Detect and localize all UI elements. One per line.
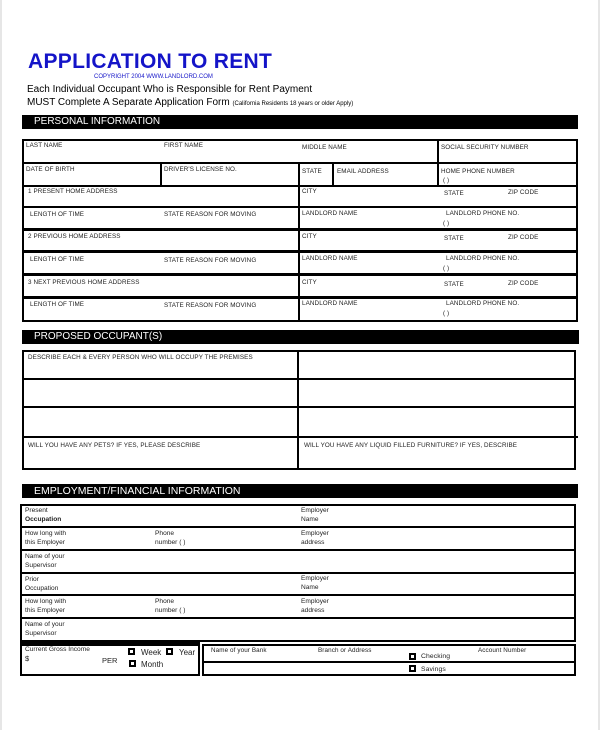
howlong-2-label-line2: this Employer [25,607,65,614]
dollar-sign: $ [25,654,30,663]
length-reason-1-field[interactable] [24,219,296,228]
supervisor-2-label [25,620,65,638]
home-phone-field[interactable] [440,176,574,185]
landlord-1-label: LANDLORD NAME [302,210,358,217]
address-2-label: 2 PREVIOUS HOME ADDRESS [28,233,121,240]
state-2-label: STATE [444,235,464,242]
landlord-phone-1-parens: ( ) [443,220,450,227]
length-3-label: LENGTH OF TIME [30,301,85,308]
middle-name-field[interactable] [300,152,434,162]
employer-address-1-label-line2: address [301,539,325,546]
landlord-2-label: LANDLORD NAME [302,255,358,262]
employer-address-2-label-line2: address [301,607,325,614]
section-personal-information: PERSONAL INFORMATION [22,115,578,129]
city-state-zip-3-field[interactable] [300,287,574,296]
furniture-field[interactable] [299,451,574,468]
zip-2-label: ZIP CODE [508,234,539,241]
landlord-phone-2-label: LANDLORD PHONE NO. [446,255,520,262]
employer-phone-1-label [155,529,185,547]
employer-address-1-label [301,529,329,547]
employer-phone-2-field[interactable] [210,597,295,615]
landlord-phone-3-parens: ( ) [443,310,450,317]
supervisor-1-label-line2: Supervisor [25,562,57,569]
bank-name-label: Name of your Bank [211,647,267,654]
divider [160,162,162,187]
employer-phone-2-label [155,597,185,615]
occupant-2-field[interactable] [299,352,574,377]
savings-checkbox[interactable] [409,665,416,672]
supervisor-1-label-line1: Name of your [25,553,65,560]
divider [22,436,578,438]
city-2-label: CITY [302,233,317,240]
occupant-3-field[interactable] [24,380,296,405]
occupant-6-field[interactable] [299,408,574,435]
present-occupation-label [25,506,61,524]
address-1-label: 1 PRESENT HOME ADDRESS [28,188,118,195]
address-3-label: 3 NEXT PREVIOUS HOME ADDRESS [28,279,140,286]
email-field[interactable] [335,176,435,185]
supervisor-2-field[interactable] [72,620,295,638]
city-3-label: CITY [302,279,317,286]
employer-name-1-label-line2: Name [301,516,319,523]
zip-3-label: ZIP CODE [508,280,539,287]
ssn-label: SOCIAL SECURITY NUMBER [441,144,529,151]
divider [332,162,334,187]
middle-name-label: MIDDLE NAME [302,144,347,151]
divider [20,526,576,528]
prior-occupation-field[interactable] [72,575,295,593]
employer-name-2-label-line2: Name [301,584,319,591]
reason-1-label: STATE REASON FOR MOVING [164,211,257,218]
page-title: APPLICATION TO RENT [28,50,273,73]
divider [20,549,576,551]
home-phone-label: HOME PHONE NUMBER [441,168,515,175]
zip-1-label: ZIP CODE [508,189,539,196]
divider [437,139,439,164]
drivers-license-field[interactable] [163,174,297,185]
home-phone-parens: ( ) [443,177,450,184]
employer-address-2-line2-field[interactable] [300,620,572,638]
divider [437,162,439,187]
first-name-label: FIRST NAME [164,142,204,149]
week-checkbox[interactable] [128,648,135,655]
divider [20,594,576,596]
state-3-label: STATE [444,281,464,288]
landlord-phone-1-label: LANDLORD PHONE NO. [446,210,520,217]
gross-income-field[interactable] [32,655,100,671]
week-label: Week [141,648,162,657]
reason-2-label: STATE REASON FOR MOVING [164,257,257,264]
landlord-2-field[interactable] [300,263,574,273]
supervisor-1-label [25,552,65,570]
howlong-2-field[interactable] [72,597,152,615]
employer-phone-2-label-line1: Phone [155,598,175,605]
howlong-1-label [25,529,66,547]
year-checkbox[interactable] [166,648,173,655]
occupant-1-field[interactable] [24,363,296,377]
supervisor-2-label-line1: Name of your [25,621,65,628]
employer-phone-1-field[interactable] [210,529,295,547]
state-1-label: STATE [444,190,464,197]
employer-address-2-label-line1: Employer [301,598,329,605]
last-name-label: LAST NAME [26,142,63,149]
address-1-field[interactable] [24,196,296,206]
account-number-field[interactable] [440,663,574,674]
section-employment-financial: EMPLOYMENT/FINANCIAL INFORMATION [22,484,578,498]
prior-occupation-label-line2: Occupation [25,585,59,592]
month-label: Month [141,660,164,669]
landlord-1-field[interactable] [300,218,574,228]
ssn-field[interactable] [440,152,574,162]
savings-label: Savings [421,666,446,673]
account-number-label: Account Number [478,647,527,654]
present-occupation-label-line2: Occupation [25,516,62,523]
pets-label: WILL YOU HAVE ANY PETS? IF YES, PLEASE DESCRIBE [28,442,201,449]
howlong-2-label [25,597,66,615]
divider [20,572,576,574]
section-proposed-occupants: PROPOSED OCCUPANT(S) [22,330,579,344]
employer-phone-2-label-line2: number ( ) [155,607,186,614]
page-edge-left [0,0,2,730]
drivers-license-label: DRIVER'S LICENSE NO. [164,166,237,173]
supervisor-2-label-line2: Supervisor [25,630,57,637]
branch-label: Branch or Address [318,647,372,654]
per-label: PER [102,656,118,665]
landlord-3-field[interactable] [300,308,574,319]
howlong-1-label-line2: this Employer [25,539,65,546]
present-occupation-field[interactable] [70,507,295,525]
address-2-field[interactable] [24,241,296,250]
landlord-phone-3-label: LANDLORD PHONE NO. [446,300,520,307]
state-label: STATE [302,168,322,175]
employer-address-2-field[interactable] [332,597,572,615]
copyright-text: COPYRIGHT 2004 WWW.LANDLORD.COM [94,74,213,80]
employer-address-1-field[interactable] [332,529,572,547]
supervisor-1-field[interactable] [72,552,295,570]
state-field[interactable] [300,176,331,185]
landlord-phone-2-parens: ( ) [443,265,450,272]
reason-3-label: STATE REASON FOR MOVING [164,302,257,309]
employer-name-1-label-line1: Employer [301,507,329,514]
intro-note: (California Residents 18 years or older Apply) [232,101,354,107]
occupant-4-field[interactable] [299,380,574,405]
landlord-3-label: LANDLORD NAME [302,300,358,307]
dob-field[interactable] [24,174,158,185]
employer-name-2-label [301,574,329,592]
last-name-field[interactable] [24,150,160,162]
length-2-label: LENGTH OF TIME [30,256,85,263]
city-state-zip-2-field[interactable] [300,241,574,250]
pets-field[interactable] [24,451,296,468]
prior-occupation-label-line1: Prior [25,576,39,583]
city-state-zip-1-field[interactable] [300,196,574,206]
howlong-1-field[interactable] [72,529,152,547]
employer-name-2-field[interactable] [332,575,572,593]
describe-occupants-label: DESCRIBE EACH & EVERY PERSON WHO WILL OCCUPY THE PREMISES [28,354,253,361]
year-label: Year [179,648,196,657]
city-1-label: CITY [302,188,317,195]
furniture-label: WILL YOU HAVE ANY LIQUID FILLED FURNITURE? IF YES, DESCRIBE [304,442,518,449]
first-name-field[interactable] [162,150,296,162]
address-3-field[interactable] [24,287,296,296]
employer-address-1-label-line1: Employer [301,530,329,537]
employer-address-1-line2-field[interactable] [300,552,572,570]
employer-phone-1-label-line1: Phone [155,530,175,537]
length-reason-2-field[interactable] [24,264,296,273]
intro-line-2-text: MUST Complete A Separate Application Form [27,97,230,108]
employer-phone-1-label-line2: number ( ) [155,539,186,546]
checking-checkbox[interactable] [409,653,416,660]
length-1-label: LENGTH OF TIME [30,211,85,218]
email-label: EMAIL ADDRESS [337,168,389,175]
prior-occupation-label [25,575,58,593]
employer-address-2-label [301,597,329,615]
howlong-2-label-line1: How long with [25,598,67,605]
gross-income-label: Current Gross Income [25,646,90,653]
present-occupation-label-line1: Present [25,507,48,514]
month-checkbox[interactable] [129,660,136,667]
checking-label: Checking [421,653,451,660]
employer-name-1-field[interactable] [332,507,572,525]
intro-line-2 [27,97,353,108]
divider [20,617,576,619]
howlong-1-label-line1: How long with [25,530,67,537]
occupant-5-field[interactable] [24,408,296,435]
dob-label: DATE OF BIRTH [26,166,75,173]
length-reason-3-field[interactable] [24,309,296,319]
employer-name-1-label [301,506,329,524]
intro-line-1: Each Individual Occupant Who is Responsible for Rent Payment [27,84,313,95]
employer-name-2-label-line1: Employer [301,575,329,582]
bank-name-field[interactable] [204,663,404,674]
